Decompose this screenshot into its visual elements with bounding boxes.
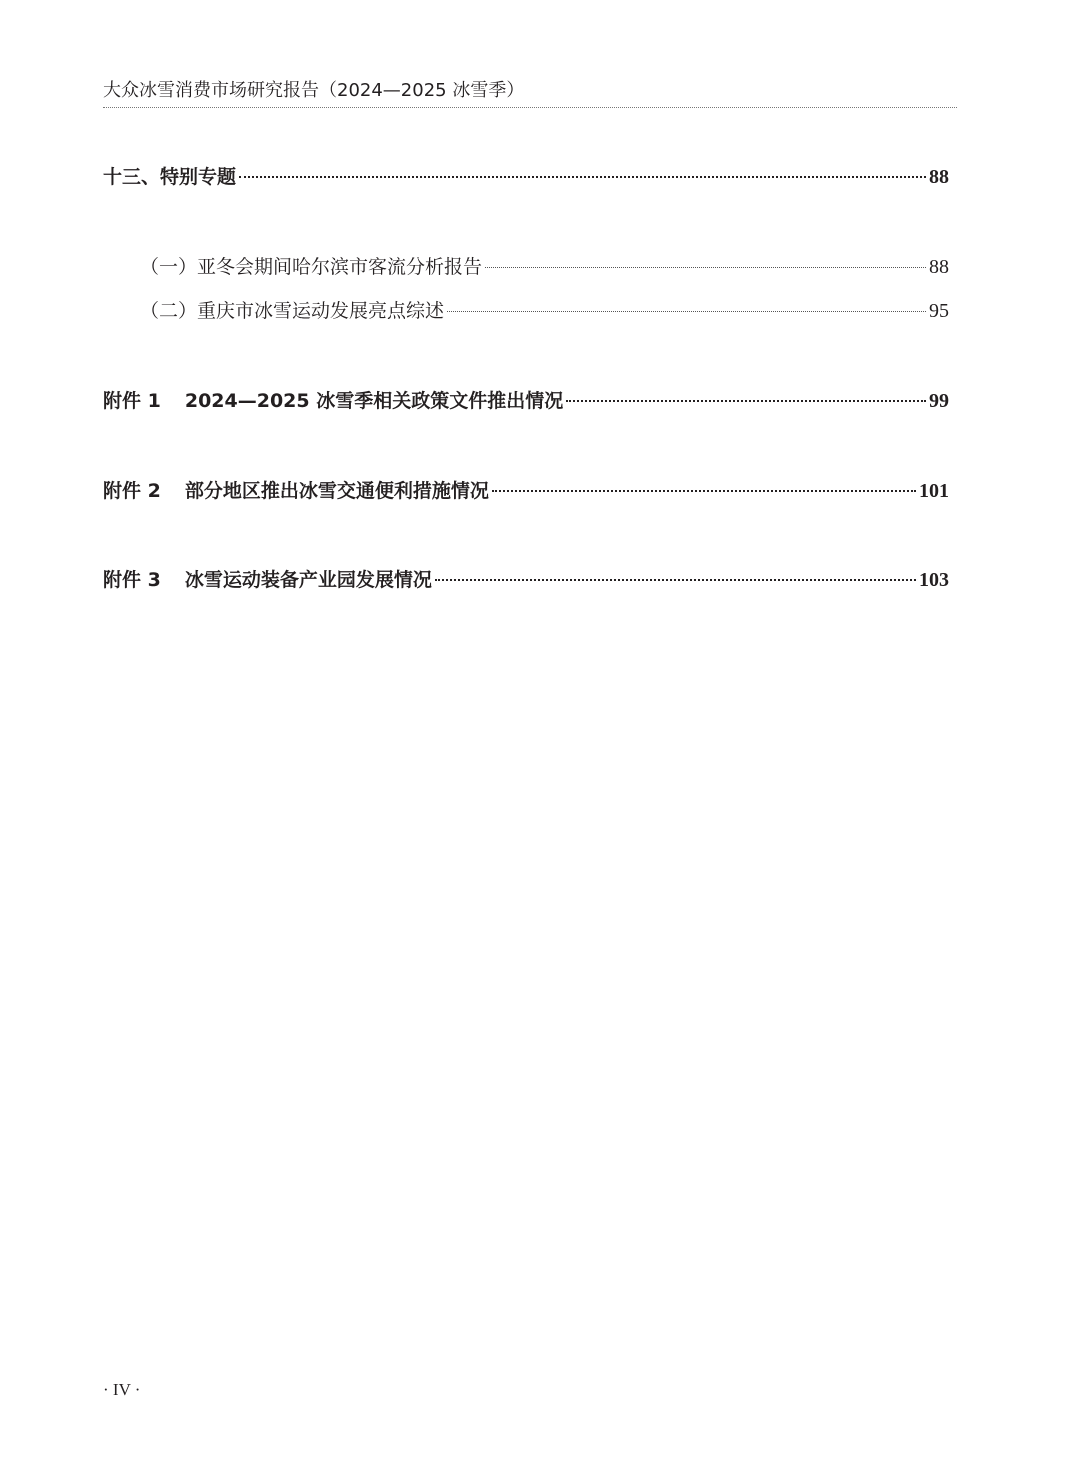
toc-entry-prefix: 附件 1 xyxy=(103,390,161,412)
toc-entry-prefix: 附件 2 xyxy=(103,480,161,502)
toc-entry-appendix-1[interactable] xyxy=(103,386,949,413)
toc-entry-title: 部分地区推出冰雪交通便利措施情况 xyxy=(184,480,489,502)
toc-entry-section-13[interactable] xyxy=(103,162,949,189)
toc-entry-title: 冰雪运动装备产业园发展情况 xyxy=(184,569,432,591)
toc-entry-appendix-2[interactable] xyxy=(103,476,949,503)
dot-leader xyxy=(435,579,916,581)
toc-entry-title: 十三、特别专题 xyxy=(103,166,237,188)
toc-entry-page: 88 xyxy=(929,256,949,278)
toc-entry-sub-2[interactable] xyxy=(140,296,949,323)
toc-entry-page: 99 xyxy=(929,390,949,412)
dot-leader xyxy=(239,176,926,178)
page-number: · IV · xyxy=(103,1380,141,1399)
toc-entry-sub-1[interactable] xyxy=(140,252,949,279)
toc-entry-title: （一）亚冬会期间哈尔滨市客流分析报告 xyxy=(140,256,483,278)
toc-entry-page: 95 xyxy=(929,300,949,322)
dot-leader xyxy=(566,400,926,402)
toc-entry-page: 88 xyxy=(929,166,949,188)
toc-entry-prefix: 附件 3 xyxy=(103,569,161,591)
toc-entry-title: 2024—2025 冰雪季相关政策文件推出情况 xyxy=(184,390,564,412)
running-header: 大众冰雪消费市场研究报告（2024—2025 冰雪季） xyxy=(103,80,525,101)
toc-entry-page: 103 xyxy=(919,569,949,591)
dot-leader xyxy=(485,267,926,268)
toc-entry-title: （二）重庆市冰雪运动发展亮点综述 xyxy=(140,300,445,322)
toc-entry-page: 101 xyxy=(919,480,949,502)
toc-entry-appendix-3[interactable] xyxy=(103,565,949,592)
dot-leader xyxy=(492,490,916,492)
header-divider xyxy=(103,107,957,108)
dot-leader xyxy=(447,311,926,312)
